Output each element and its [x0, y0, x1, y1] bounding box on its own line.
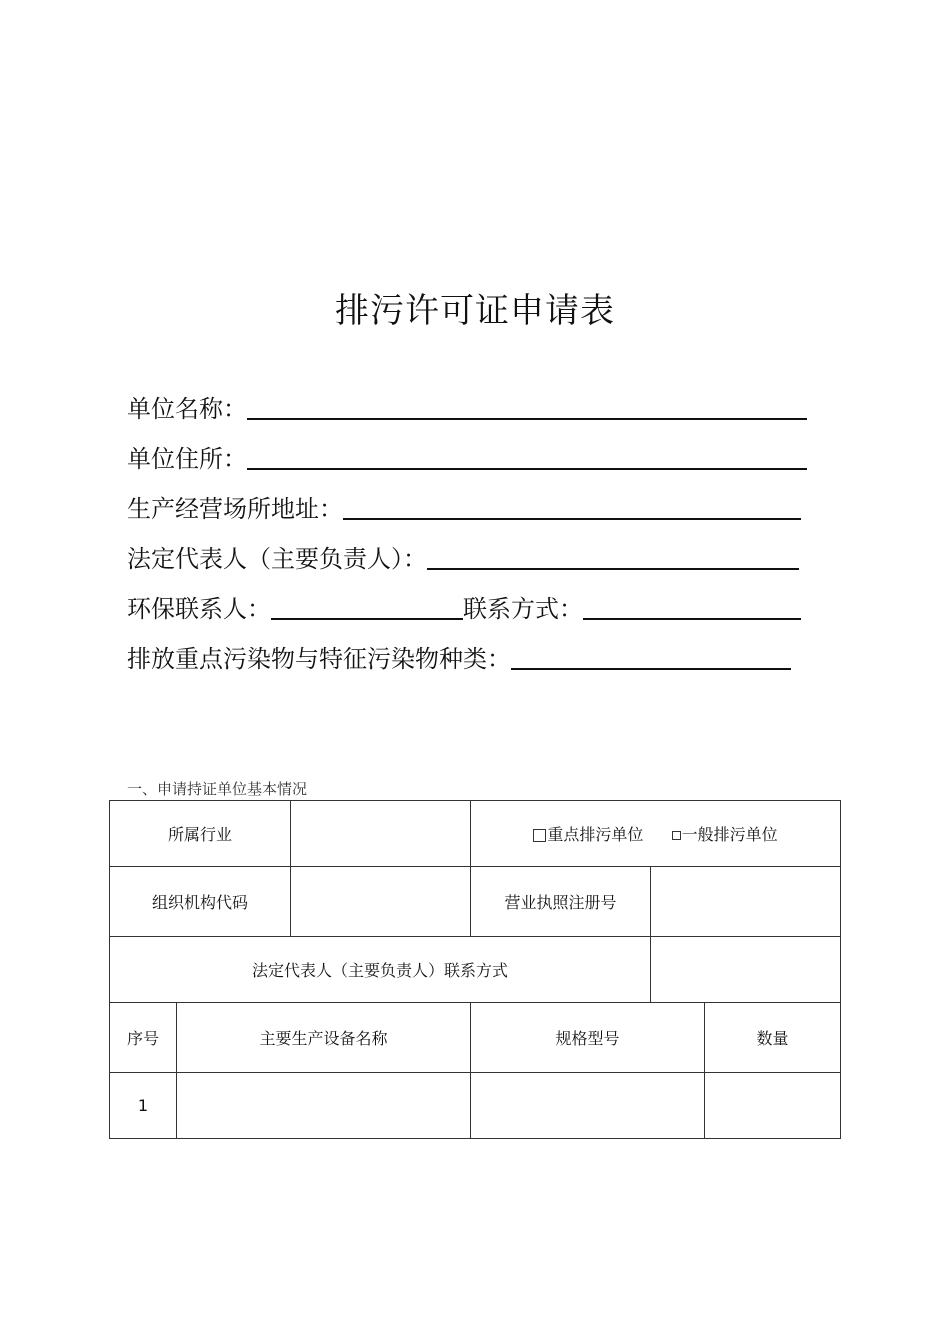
- key-unit-label: 重点排污单位: [547, 825, 644, 844]
- legal-contact-label: 法定代表人（主要负责人）联系方式: [110, 937, 651, 1003]
- unit-address-input[interactable]: [247, 440, 807, 470]
- key-unit-checkbox[interactable]: [533, 829, 546, 842]
- contact-method-label: 联系方式：: [463, 595, 583, 623]
- unit-name-label: 单位名称：: [127, 395, 247, 423]
- env-contact-field: [127, 588, 801, 624]
- site-address-label: 生产经营场所地址：: [127, 495, 343, 523]
- industry-cell[interactable]: [291, 801, 471, 867]
- general-unit-label: 一般排污单位: [681, 825, 778, 844]
- unit-name-field: [127, 388, 807, 424]
- org-code-cell[interactable]: [291, 867, 471, 937]
- section-title: 一、申请持证单位基本情况: [127, 780, 308, 798]
- table-row: [110, 801, 841, 867]
- unit-type-cell: [471, 801, 841, 867]
- license-no-cell[interactable]: [651, 867, 841, 937]
- legal-contact-cell[interactable]: [651, 937, 841, 1003]
- env-contact-input[interactable]: [271, 590, 463, 620]
- row-quantity[interactable]: [705, 1073, 841, 1139]
- contact-method-input[interactable]: [583, 590, 801, 620]
- unit-address-field: [127, 438, 807, 474]
- legal-rep-label: 法定代表人（主要负责人）：: [127, 545, 427, 573]
- row-seq: 1: [110, 1073, 177, 1139]
- license-no-label: 营业执照注册号: [471, 867, 651, 937]
- unit-address-label: 单位住所：: [127, 445, 247, 473]
- header-spec-model: 规格型号: [471, 1003, 705, 1073]
- header-quantity: 数量: [705, 1003, 841, 1073]
- row-spec-model[interactable]: [471, 1073, 705, 1139]
- pollutant-types-label: 排放重点污染物与特征污染物种类：: [127, 645, 511, 673]
- site-address-input[interactable]: [343, 490, 801, 520]
- legal-rep-field: [127, 538, 799, 574]
- page-title: 排污许可证申请表: [335, 291, 615, 331]
- basic-info-table: [109, 800, 841, 1139]
- industry-label: 所属行业: [110, 801, 291, 867]
- site-address-field: [127, 488, 801, 524]
- table-row: [110, 937, 841, 1003]
- general-unit-checkbox[interactable]: [672, 831, 681, 840]
- org-code-label: 组织机构代码: [110, 867, 291, 937]
- env-contact-label: 环保联系人：: [127, 595, 271, 623]
- pollutant-types-input[interactable]: [511, 640, 791, 670]
- unit-name-input[interactable]: [247, 390, 807, 420]
- header-seq: 序号: [110, 1003, 177, 1073]
- pollutant-types-field: [127, 638, 791, 674]
- row-equipment-name[interactable]: [177, 1073, 471, 1139]
- table-row: [110, 1073, 841, 1139]
- table-header-row: [110, 1003, 841, 1073]
- header-equipment-name: 主要生产设备名称: [177, 1003, 471, 1073]
- legal-rep-input[interactable]: [427, 540, 799, 570]
- table-row: [110, 867, 841, 937]
